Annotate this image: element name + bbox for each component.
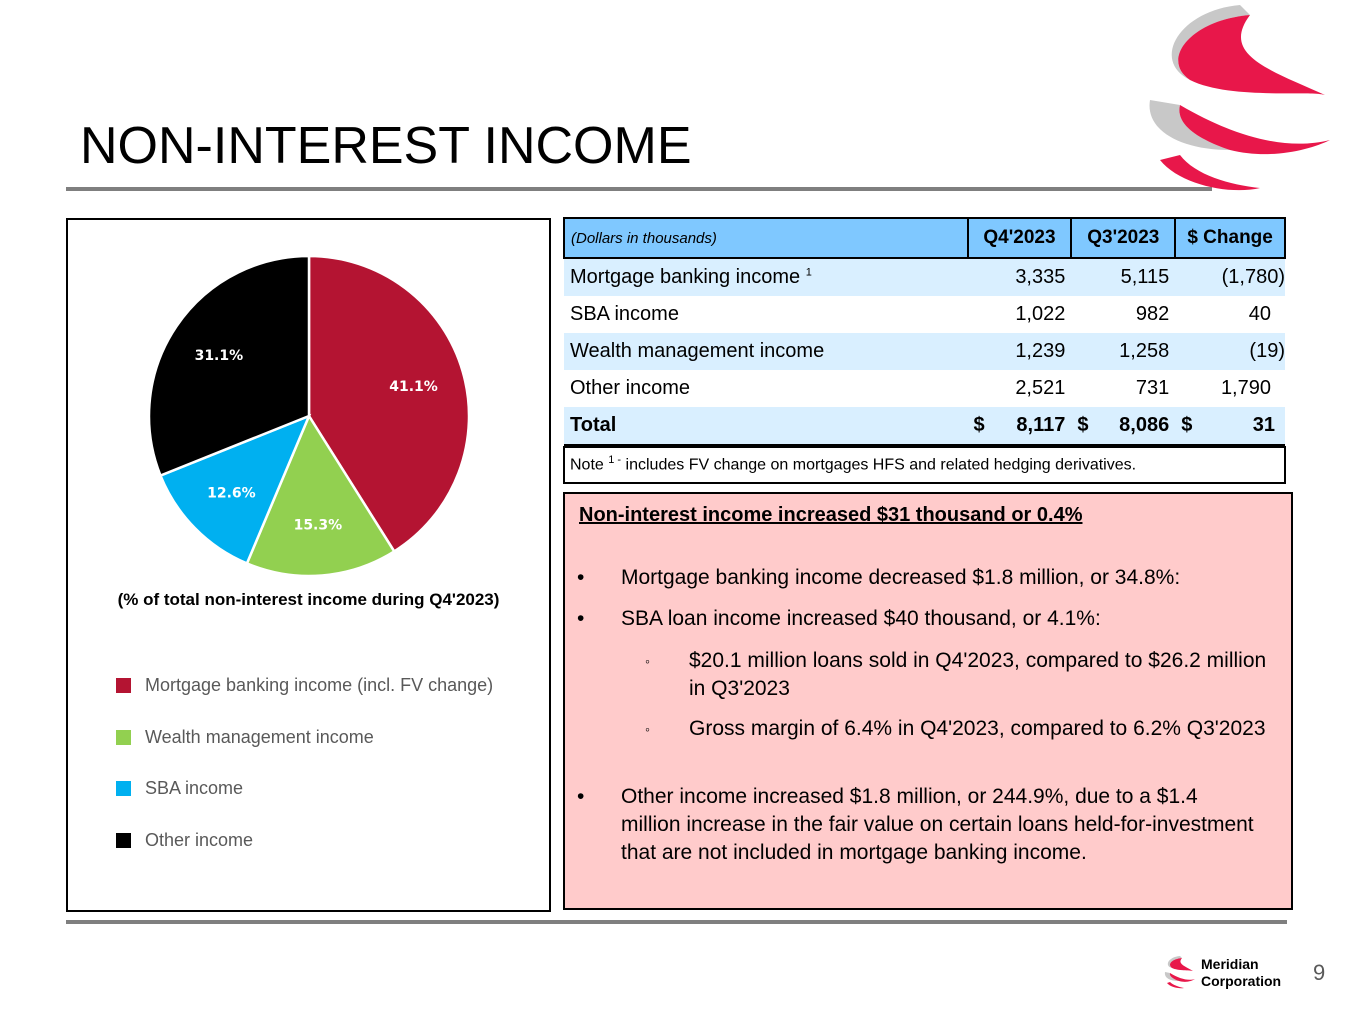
row-label: Other income [564, 370, 968, 407]
cell-q3: 5,115 [1071, 258, 1175, 296]
row-label: SBA income [564, 296, 968, 333]
total-change: $ 31 [1175, 407, 1285, 445]
chart-subtitle: (% of total non-interest income during Q4'2023) [117, 590, 500, 609]
cell-change: 1,790 [1175, 370, 1285, 407]
page-title: NON-INTEREST INCOME [80, 117, 692, 175]
brand-name: Meridian Corporation [1201, 956, 1282, 989]
legend-swatch [116, 730, 131, 745]
pie-data-label: 31.1% [194, 348, 244, 365]
footer-divider [66, 920, 1287, 924]
table-total-row [564, 407, 1285, 445]
pie-data-label: 15.3% [293, 517, 343, 534]
column-header-q3: Q3'2023 [1071, 218, 1175, 258]
legend-label: Other income [145, 829, 254, 850]
cell-q3: 731 [1071, 370, 1175, 407]
pie-data-label: 41.1% [389, 378, 438, 395]
units-header: (Dollars in thousands) [564, 218, 968, 258]
pie-data-label: 12.6% [207, 485, 256, 502]
commentary-box: Non-interest income increased $31 thousand or 0.4% • Mortgage banking income decreased $1.8 million, or 34.8%: • SBA loan income increased $40 thousand, or 4.1%: ◦ $20.1 million loans sold in Q4'2023, compared to $26.2 million in Q3'2023 ◦ Gross margin of 6.4% in Q4'2023, compared to 6.2% Q3'2023 • Other income increased $1.8 million, or 244.9%, due to a $1.4 million increase in the fair value on certain loans held-for-investment that are not included in mortgage banking income. [563, 492, 1293, 910]
table-footnote: Note $^{1 -}$ includes FV change on mortgages HFS and related hedging derivatives. [563, 446, 1286, 484]
column-header-change: $ Change [1175, 218, 1285, 258]
legend-swatch [116, 678, 131, 693]
legend-item [116, 660, 493, 712]
legend-label: Wealth management income [145, 726, 374, 747]
pie-chart [68, 220, 549, 620]
cell-q3: 1,258 [1071, 333, 1175, 370]
page-number: 9 [1313, 960, 1326, 985]
chart-panel [66, 218, 551, 912]
circle-bullet-icon: ◦ [645, 721, 650, 737]
cell-q4: 3,335 [968, 258, 1072, 296]
legend-item [116, 712, 493, 764]
table-header-row [564, 218, 1285, 258]
cell-change: (19) [1175, 333, 1285, 370]
row-label: Mortgage banking income $^1$ [564, 258, 968, 296]
cell-q4: 1,022 [968, 296, 1072, 333]
commentary-heading: Non-interest income increased $31 thousand or 0.4% [579, 504, 1083, 526]
legend-swatch [116, 781, 131, 796]
total-q3: $ 8,086 [1071, 407, 1175, 445]
table-row [564, 258, 1285, 296]
chart-legend [116, 660, 493, 866]
title-divider [66, 187, 1212, 191]
cell-q3: 982 [1071, 296, 1175, 333]
cell-q4: 2,521 [968, 370, 1072, 407]
circle-bullet-icon: ◦ [645, 653, 650, 669]
cell-q4: 1,239 [968, 333, 1072, 370]
legend-swatch [116, 833, 131, 848]
bullet-icon: • [577, 785, 585, 808]
total-label: Total [564, 407, 968, 445]
legend-item [116, 815, 493, 867]
legend-label: SBA income [145, 778, 244, 799]
meridian-logo-small-icon [1160, 954, 1196, 990]
column-header-q4: Q4'2023 [968, 218, 1072, 258]
legend-label: Mortgage banking income (incl. FV change) [145, 675, 494, 696]
bullet-icon: • [577, 566, 585, 589]
legend-item [116, 763, 493, 815]
bullet-icon: • [577, 607, 585, 630]
income-table [563, 217, 1286, 484]
cell-change: (1,780) [1175, 258, 1285, 296]
total-q4: $ 8,117 [968, 407, 1072, 445]
cell-change: 40 [1175, 296, 1285, 333]
meridian-logo-icon [1120, 0, 1350, 200]
table-row [564, 333, 1285, 370]
row-label: Wealth management income [564, 333, 968, 370]
table-row [564, 296, 1285, 333]
table-row [564, 370, 1285, 407]
